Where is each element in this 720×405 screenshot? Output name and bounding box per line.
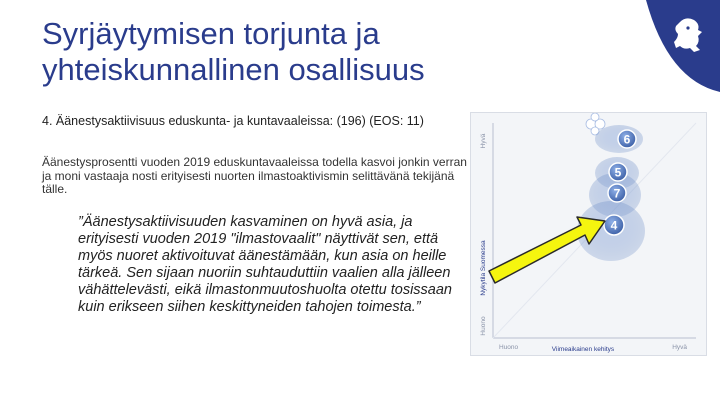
x-axis-left: Huono bbox=[499, 344, 519, 351]
y-axis-bottom: Huono bbox=[480, 316, 487, 336]
marker-6 bbox=[618, 130, 636, 148]
slide-title bbox=[42, 16, 602, 88]
y-axis-top: Hyvä bbox=[480, 133, 487, 149]
title-line-1: Syrjäytymisen torjunta ja bbox=[42, 16, 380, 51]
svg-text:4: 4 bbox=[610, 218, 618, 233]
subtitle: 4. Äänestysaktiivisuus eduskunta- ja kuntavaaleissa: (196) (EOS: 11) bbox=[42, 114, 424, 128]
x-axis-label: Viimeaikainen kehitys bbox=[551, 346, 615, 353]
bubble-chart-figure bbox=[470, 112, 707, 356]
marker-5 bbox=[609, 163, 627, 181]
title-line-2: yhteiskunnallinen osallisuus bbox=[42, 52, 425, 87]
body-paragraph: Äänestysprosentti vuoden 2019 eduskuntavaaleissa todella kasvoi jonkin verran ja moni vastaaja nosti erityisesti nuorten ilmastoaktivismin selittävänä tekijänä tälle. bbox=[42, 155, 467, 196]
svg-text:5: 5 bbox=[614, 165, 622, 180]
svg-text:7: 7 bbox=[613, 186, 621, 201]
quote: ”Äänestysaktiivisuuden kasvaminen on hyvä asia, ja erityisesti vuoden 2019 "ilmastovaalit" näyttivät sen, että myös nuoret aktivoituvat äänestämään, kun asia on heille tärkeä. Sen sijaan nuoriin suhtauduttiin vaalien alla jälleen vähättelevästi, eikä ilmastonmuutoshuolta otettu tosissaan kuin erikseen siihen keskittyneiden tahojen toimesta.” bbox=[78, 214, 452, 315]
corner-decoration bbox=[608, 0, 720, 92]
x-axis-right: Hyvä bbox=[672, 344, 687, 351]
y-axis-label: Nykytila Suomessa bbox=[480, 240, 487, 296]
marker-4 bbox=[604, 215, 624, 235]
svg-text:6: 6 bbox=[623, 132, 631, 147]
marker-7 bbox=[608, 184, 626, 202]
